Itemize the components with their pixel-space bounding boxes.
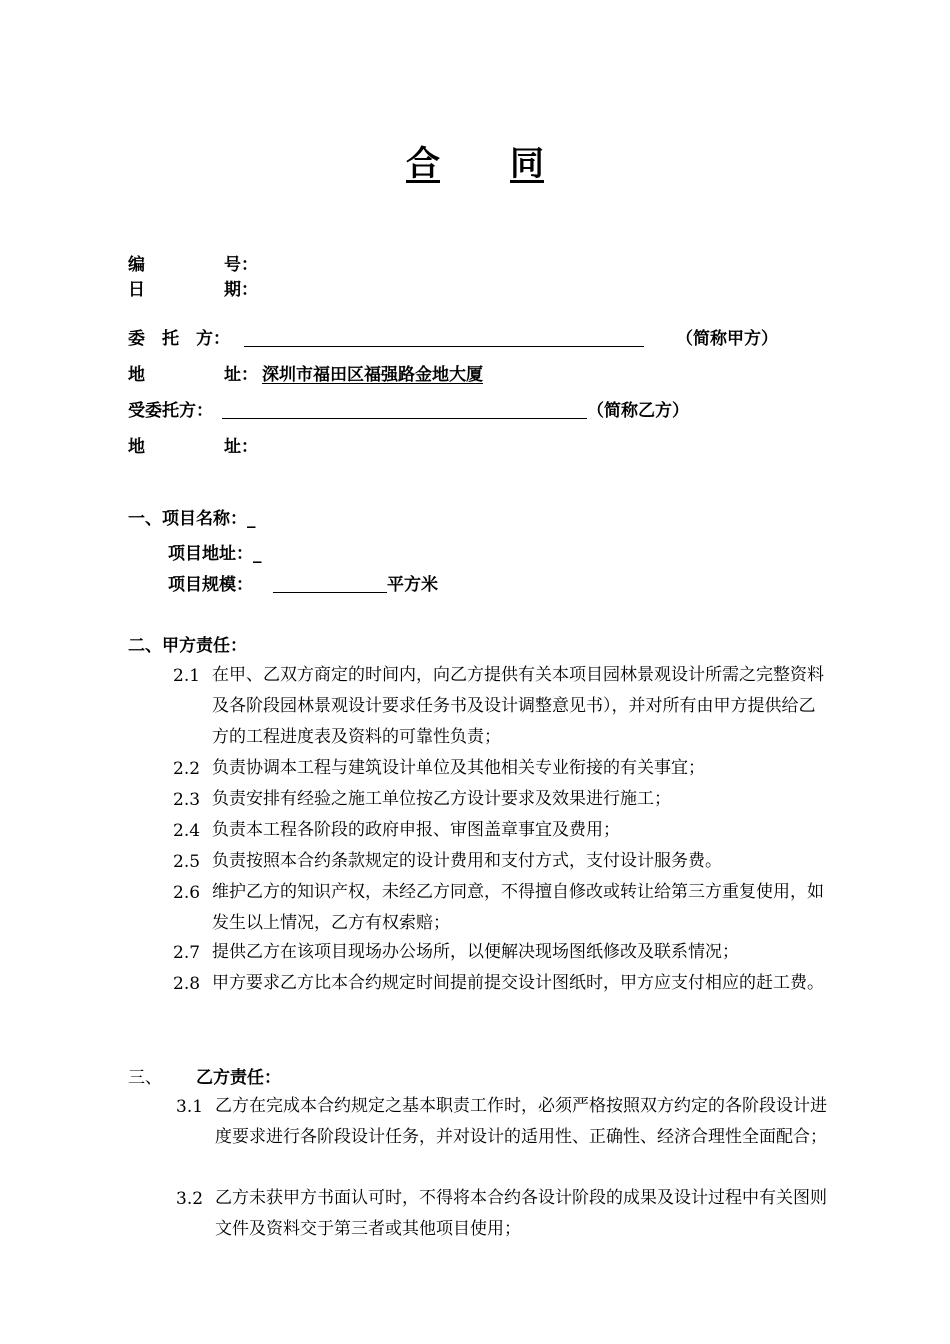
dizhi2-label-2: 址： [224, 437, 258, 457]
item-text: 乙方未获甲方书面认可时，不得将本合约各设计阶段的成果及设计过程中有关图则文件及资料交于第三者或其他项目使用； [215, 1188, 827, 1239]
item-text: 负责按照本合约条款规定的设计费用和支付方式，支付设计服务费。 [212, 851, 722, 871]
item-text: 维护乙方的知识产权，未经乙方同意，不得擅自修改或转让给第三方重复使用，如发生以上情况，乙方有权索赔； [212, 882, 824, 933]
item-number: 2.5 [173, 852, 201, 872]
weituo-blank[interactable] [244, 330, 644, 351]
item-text: 乙方在完成本合约规定之基本职责工作时，必须严格按照双方约定的各阶段设计进度要求进行各阶段设计任务，并对设计的适用性、正确性、经济合理性全面配合； [215, 1096, 827, 1147]
project-scale-blank[interactable] [273, 576, 387, 597]
item-text: 负责本工程各阶段的政府申报、审图盖章事宜及费用； [212, 820, 620, 840]
project-addr-label: 项目地址：_ [168, 544, 262, 564]
document-title: 合 同 [406, 144, 544, 184]
item-number: 2.1 [173, 666, 201, 686]
project-name-label: 一、项目名称：_ [128, 509, 256, 529]
item-text: 甲方要求乙方比本合约规定时间提前提交设计图纸时，甲方应支付相应的赶工费。 [212, 973, 824, 993]
item-number: 3.1 [176, 1097, 204, 1117]
weituo-label: 委 托 方： [128, 329, 230, 349]
item-number: 2.8 [173, 974, 201, 994]
item-number: 3.2 [176, 1189, 204, 1209]
project-scale-unit: 平方米 [387, 575, 438, 595]
shouweituo-label: 受委托方： [128, 401, 213, 421]
shouweituo-blank[interactable] [222, 402, 587, 423]
dizhi-value: 深圳市福田区福强路金地大厦 [262, 365, 483, 385]
weituo-suffix: （简称甲方） [676, 329, 778, 349]
bianhao-label-2: 号： [224, 255, 258, 275]
dizhi2-label-1: 地 [128, 437, 145, 457]
item-number: 2.6 [173, 883, 201, 903]
dizhi-label-2: 址： [224, 365, 258, 385]
dizhi-label-1: 地 [128, 365, 145, 385]
item-number: 2.3 [173, 790, 201, 810]
item-number: 2.4 [173, 821, 201, 841]
item-number: 2.2 [173, 759, 201, 779]
item-text: 负责安排有经验之施工单位按乙方设计要求及效果进行施工； [212, 789, 671, 809]
section2-heading: 二、甲方责任： [128, 636, 247, 656]
project-scale-label: 项目规模： [168, 575, 253, 595]
bianhao-label-1: 编 [128, 255, 145, 275]
shouweituo-suffix: （简称乙方） [587, 401, 689, 421]
section3-heading-number: 三、 [128, 1068, 162, 1088]
item-text: 在甲、乙双方商定的时间内，向乙方提供有关本项目园林景观设计所需之完整资料及各阶段园林景观设计要求任务书及设计调整意见书），并对所有由甲方提供给乙方的工程进度表及资料的可靠性负责； [212, 665, 824, 747]
riqi-label-2: 期： [224, 280, 258, 300]
riqi-label-1: 日 [128, 280, 145, 300]
item-text: 负责协调本工程与建筑设计单位及其他相关专业衔接的有关事宜； [212, 758, 705, 778]
item-text: 提供乙方在该项目现场办公场所，以便解决现场图纸修改及联系情况； [212, 942, 739, 962]
item-number: 2.7 [173, 943, 201, 963]
section3-heading: 乙方责任： [196, 1068, 281, 1088]
